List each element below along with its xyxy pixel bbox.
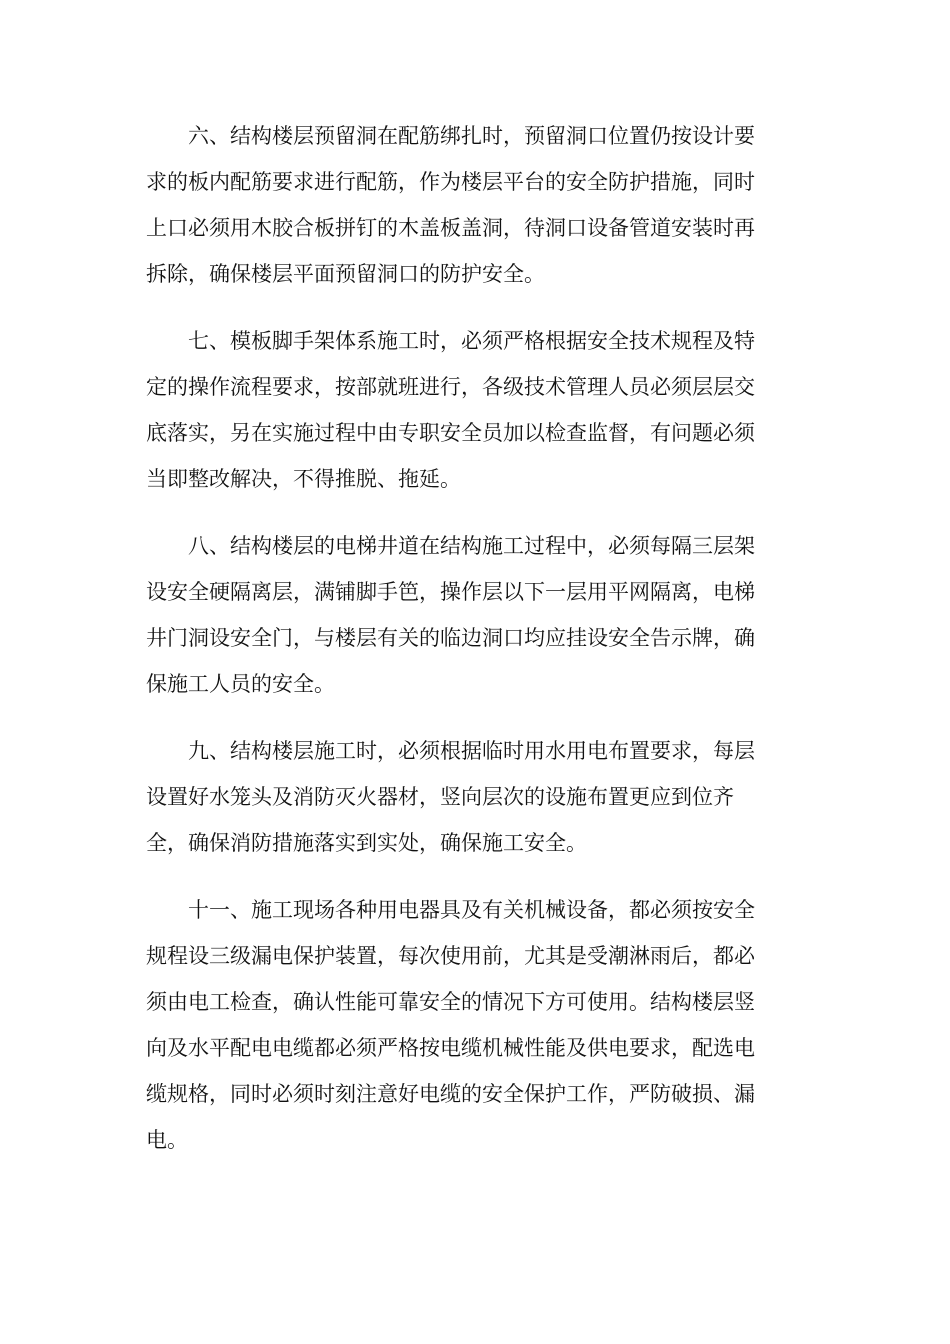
paragraph-11 [146, 887, 796, 1163]
paragraph-line: 保施工人员的安全。 [146, 672, 335, 696]
paragraph-line: 当即整改解决，不得推脱、拖延。 [146, 467, 461, 491]
paragraph-6 [146, 113, 796, 297]
paragraph-line: 底落实，另在实施过程中由专职安全员加以检查监督，有问题必须 [146, 421, 755, 445]
paragraph-9 [146, 728, 796, 866]
paragraph-line: 拆除，确保楼层平面预留洞口的防护安全。 [146, 262, 545, 286]
paragraph-line: 缆规格，同时必须时刻注意好电缆的安全保护工作，严防破损、漏 [146, 1082, 755, 1106]
paragraph-line: 七、模板脚手架体系施工时，必须严格根据安全技术规程及特 [188, 329, 755, 353]
paragraph-line: 向及水平配电电缆都必须严格按电缆机械性能及供电要求，配选电 [146, 1036, 755, 1060]
paragraph-line: 定的操作流程要求，按部就班进行，各级技术管理人员必须层层交 [146, 375, 755, 399]
paragraph-8 [146, 523, 796, 707]
paragraph-line: 八、结构楼层的电梯井道在结构施工过程中，必须每隔三层架 [188, 534, 755, 558]
document-body [146, 113, 796, 1184]
paragraph-line: 六、结构楼层预留洞在配筋绑扎时，预留洞口位置仍按设计要 [188, 124, 755, 148]
paragraph-line: 全，确保消防措施落实到实处，确保施工安全。 [146, 831, 587, 855]
paragraph-line: 电。 [146, 1128, 188, 1152]
paragraph-line: 求的板内配筋要求进行配筋，作为楼层平台的安全防护措施，同时 [146, 170, 755, 194]
paragraph-line: 规程设三级漏电保护装置，每次使用前，尤其是受潮淋雨后，都必 [146, 944, 755, 968]
paragraph-line: 井门洞设安全门，与楼层有关的临边洞口均应挂设安全告示牌，确 [146, 626, 755, 650]
paragraph-line: 九、结构楼层施工时，必须根据临时用水用电布置要求，每层 [188, 739, 755, 763]
paragraph-7 [146, 318, 796, 502]
paragraph-line: 设安全硬隔离层，满铺脚手笆，操作层以下一层用平网隔离，电梯 [146, 580, 755, 604]
paragraph-line: 须由电工检查，确认性能可靠安全的情况下方可使用。结构楼层竖 [146, 990, 755, 1014]
paragraph-line: 十一、施工现场各种用电器具及有关机械设备，都必须按安全 [188, 898, 755, 922]
paragraph-line: 设置好水笼头及消防灭火器材，竖向层次的设施布置更应到位齐 [146, 785, 734, 809]
paragraph-line: 上口必须用木胶合板拼钉的木盖板盖洞，待洞口设备管道安装时再 [146, 216, 755, 240]
